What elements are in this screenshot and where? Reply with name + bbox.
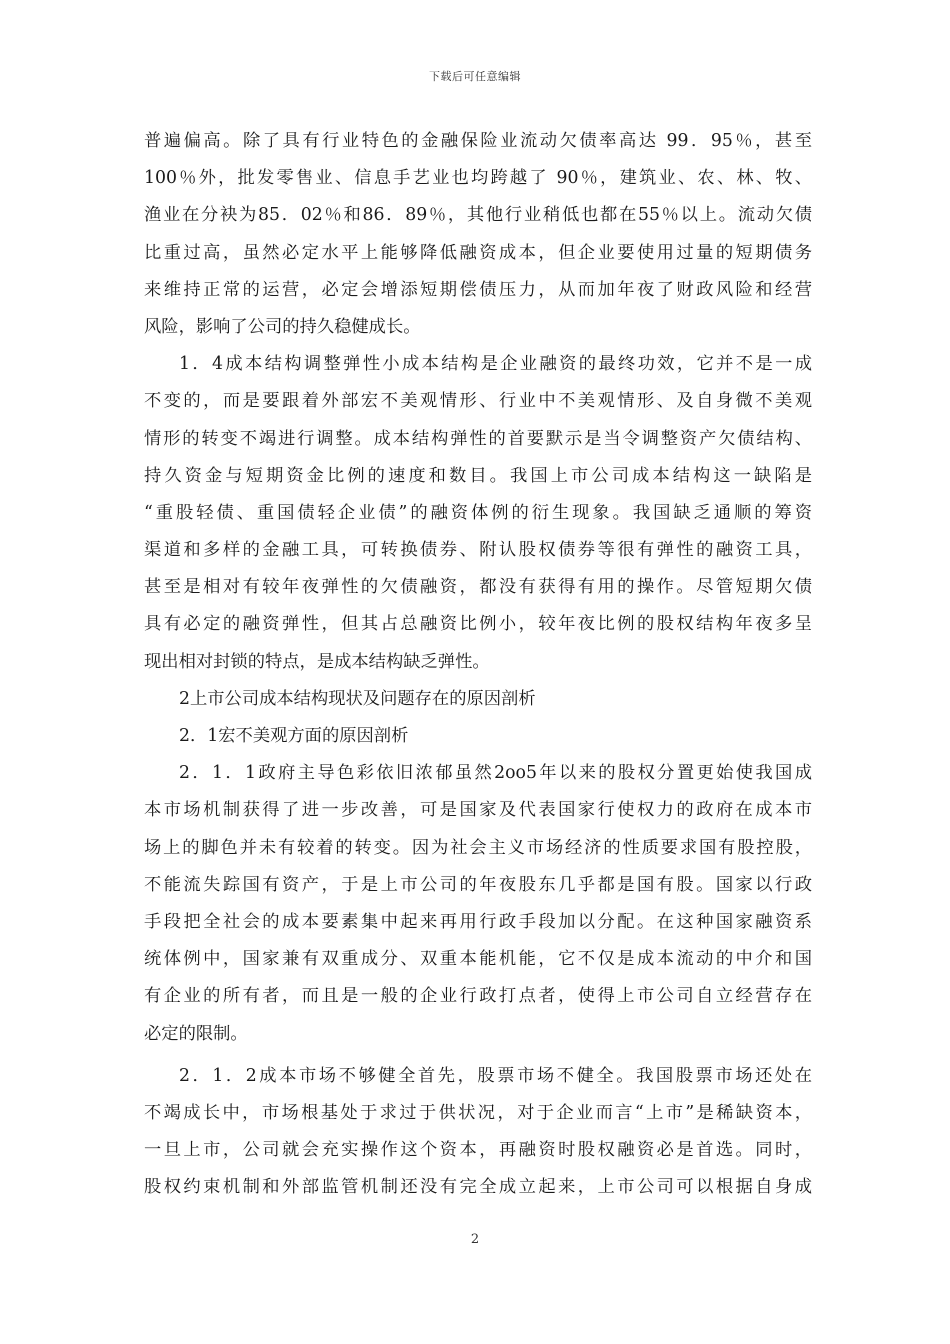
text-line: 手段把全社会的成本要素集中起来再用行政手段加以分配。在这种国家融资系 bbox=[144, 911, 812, 932]
text-line: 渔业在分袂为85．02％和86．89％，其他行业稍低也都在55％以上。流动欠债 bbox=[144, 205, 812, 226]
text-line: 比重过高，虽然必定水平上能够降低融资成本，但企业要使用过量的短期债务 bbox=[144, 242, 812, 263]
text-line: 2．1．2成本市场不够健全首先，股票市场不健全。我国股票市场还处在 bbox=[179, 1065, 812, 1086]
text-line: 具有必定的融资弹性，但其占总融资比例小，较年夜比例的股权结构年夜多呈 bbox=[144, 614, 812, 635]
text-line: 不变的，而是要跟着外部宏不美观情形、行业中不美观情形、及自身微不美观 bbox=[144, 391, 812, 412]
text-line: 来维持正常的运营，必定会增添短期偿债压力，从而加年夜了财政风险和经营 bbox=[144, 279, 812, 300]
text-line: 股权约束机制和外部监管机制还没有完全成立起来，上市公司可以根据自身成 bbox=[144, 1177, 812, 1198]
text-line: 情形的转变不竭进行调整。成本结构弹性的首要默示是当令调整资产欠债结构、 bbox=[144, 428, 812, 449]
text-line: 本市场机制获得了进一步改善，可是国家及代表国家行使权力的政府在成本市 bbox=[144, 800, 812, 821]
text-line: 2．1宏不美观方面的原因剖析 bbox=[179, 726, 409, 746]
document-body bbox=[144, 123, 812, 1206]
text-line: 2．1．1政府主导色彩依旧浓郁虽然2oo5年以来的股权分置更始使我国成 bbox=[179, 763, 812, 784]
text-line: 2上市公司成本结构现状及问题存在的原因剖析 bbox=[179, 688, 536, 709]
text-line: 持久资金与短期资金比例的速度和数目。我国上市公司成本结构这一缺陷是 bbox=[144, 465, 812, 486]
text-line: “重股轻债、重国债轻企业债”的融资体例的衍生现象。我国缺乏通顺的筹资 bbox=[144, 502, 812, 523]
text-line: 甚至是相对有较年夜弹性的欠债融资，都没有获得有用的操作。尽管短期欠债 bbox=[144, 577, 812, 598]
text-line: 场上的脚色并未有较着的转变。因为社会主义市场经济的性质要求国有股控股， bbox=[144, 837, 812, 858]
text-line: 不竭成长中，市场根基处于求过于供状况，对于企业而言“上市”是稀缺资本， bbox=[144, 1102, 812, 1123]
text-line: 必定的限制。 bbox=[144, 1023, 248, 1044]
text-line: 风险，影响了公司的持久稳健成长。 bbox=[144, 316, 421, 337]
page-number: 2 bbox=[470, 1232, 480, 1247]
page-header: 下载后可任意编辑 bbox=[429, 70, 521, 83]
text-line: 现出相对封锁的特点，是成本结构缺乏弹性。 bbox=[144, 651, 490, 672]
text-line: 普遍偏高。除了具有行业特色的金融保险业流动欠债率高达 99．95％，甚至 bbox=[144, 131, 812, 151]
text-line: 一旦上市，公司就会充实操作这个资本，再融资时股权融资必是首选。同时， bbox=[144, 1140, 812, 1161]
text-line: 有企业的所有者，而且是一般的企业行政打点者，使得上市公司自立经营存在 bbox=[144, 986, 812, 1007]
text-line: 不能流失踪国有资产，于是上市公司的年夜股东几乎都是国有股。国家以行政 bbox=[144, 874, 812, 895]
text-line: 渠道和多样的金融工具，可转换债券、附认股权债券等很有弹性的融资工具， bbox=[144, 540, 812, 561]
text-line: 1．4成本结构调整弹性小成本结构是企业融资的最终功效，它并不是一成 bbox=[179, 354, 812, 375]
text-line: 统体例中，国家兼有双重成分、双重本能机能，它不仅是成本流动的中介和国 bbox=[144, 949, 812, 970]
text-line: 100％外，批发零售业、信息手艺业也均跨越了 90％，建筑业、农、林、牧、 bbox=[144, 168, 812, 189]
